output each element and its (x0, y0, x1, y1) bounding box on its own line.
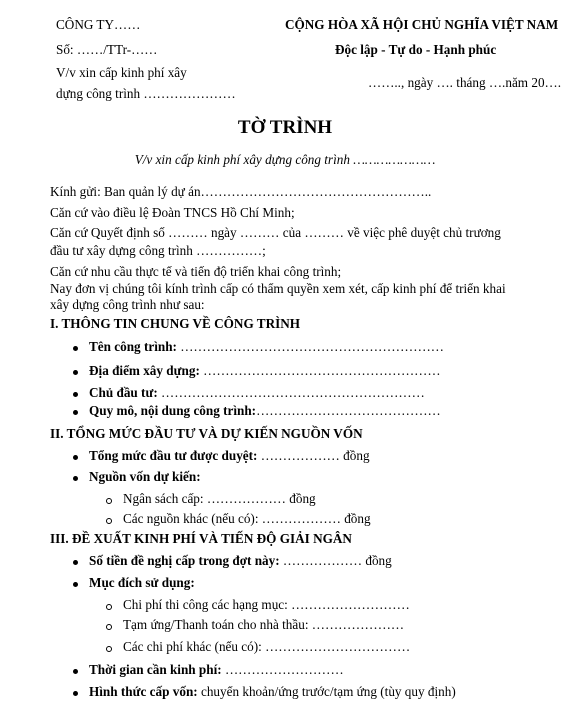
list-item: Tổng mức đầu tư được duyệt: ……………… đồng (89, 448, 370, 463)
circle-bullet-icon (106, 604, 112, 610)
document-number: Số: ……/TTr-…… (56, 42, 158, 57)
sub-list-item: Các nguồn khác (nếu có): ……………… đồng (123, 511, 371, 526)
bullet-icon (73, 691, 78, 696)
list-item: Địa điểm xây dựng: ……………………………………………… (89, 363, 441, 378)
bullet-icon (73, 410, 78, 415)
bullet-icon (73, 346, 78, 351)
sub-list-item: Chi phí thi công các hạng mục: ……………………… (123, 597, 410, 612)
list-item: Số tiền đề nghị cấp trong đợt này: ……………… đồng (89, 553, 392, 568)
bullet-icon (73, 392, 78, 397)
company-name: CÔNG TY…… (56, 17, 141, 32)
document-title: TỜ TRÌNH (237, 117, 333, 138)
list-item: Quy mô, nội dung công trình:…………………………………… (89, 403, 441, 418)
subject-line-1: V/v xin cấp kinh phí xây (56, 65, 187, 80)
circle-bullet-icon (106, 646, 112, 652)
section-2-heading: II. TỔNG MỨC ĐẦU TƯ VÀ DỰ KIẾN NGUỒN VỐN (50, 426, 363, 441)
basis-3: Căn cứ nhu cầu thực tế và tiến độ triển khai công trình; (50, 264, 342, 279)
basis-1: Căn cứ vào điều lệ Đoàn TNCS Hồ Chí Minh; (50, 205, 295, 220)
circle-bullet-icon (106, 518, 112, 524)
bullet-icon (73, 669, 78, 674)
circle-bullet-icon (106, 624, 112, 630)
bullet-icon (73, 476, 78, 481)
bullet-icon (73, 582, 78, 587)
sub-list-item: Tạm ứng/Thanh toán cho nhà thầu: ………………… (123, 617, 405, 632)
request-paragraph: Nay đơn vị chúng tôi kính trình cấp có thẩm quyền xem xét, cấp kinh phí để triển khai xây dựng công trình như sau: (50, 281, 506, 312)
list-item: Thời gian cần kinh phí: ……………………… (89, 662, 344, 677)
basis-2: Căn cứ Quyết định số ……… ngày ……… của ……… về việc phê duyệt chủ trương đầu tư xây dựng công trình ……………; (50, 225, 501, 258)
list-item: Mục đích sử dụng: (89, 575, 195, 590)
list-item: Hình thức cấp vốn: chuyển khoản/ứng trước/tạm ứng (tùy quy định) (89, 684, 456, 699)
circle-bullet-icon (106, 498, 112, 504)
sub-list-item: Các chi phí khác (nếu có): …………………………… (123, 639, 411, 654)
sub-list-item: Ngân sách cấp: ……………… đồng (123, 491, 316, 506)
bullet-icon (73, 455, 78, 460)
bullet-icon (73, 560, 78, 565)
bullet-icon (73, 370, 78, 375)
list-item: Tên công trình: …………………………………………………… (89, 339, 444, 354)
date-line: …….., ngày …. tháng ….năm 20…. (368, 75, 562, 90)
list-item: Chủ đầu tư: …………………………………………………… (89, 385, 425, 400)
section-3-heading: III. ĐỀ XUẤT KINH PHÍ VÀ TIẾN ĐỘ GIẢI NGÂN (50, 531, 352, 546)
nation-title: CỘNG HÒA XÃ HỘI CHỦ NGHĨA VIỆT NAM (285, 17, 559, 32)
list-item: Nguồn vốn dự kiến: (89, 469, 201, 484)
recipient-line: Kính gửi: Ban quản lý dự án…………………………………………….. (50, 184, 432, 199)
motto: Độc lập - Tự do - Hạnh phúc (335, 42, 497, 57)
section-1-heading: I. THÔNG TIN CHUNG VỀ CÔNG TRÌNH (50, 316, 301, 331)
subject-line-2: dựng công trình ………………… (56, 86, 236, 101)
document-subtitle: V/v xin cấp kinh phí xây dựng công trình ………………… (134, 152, 436, 167)
